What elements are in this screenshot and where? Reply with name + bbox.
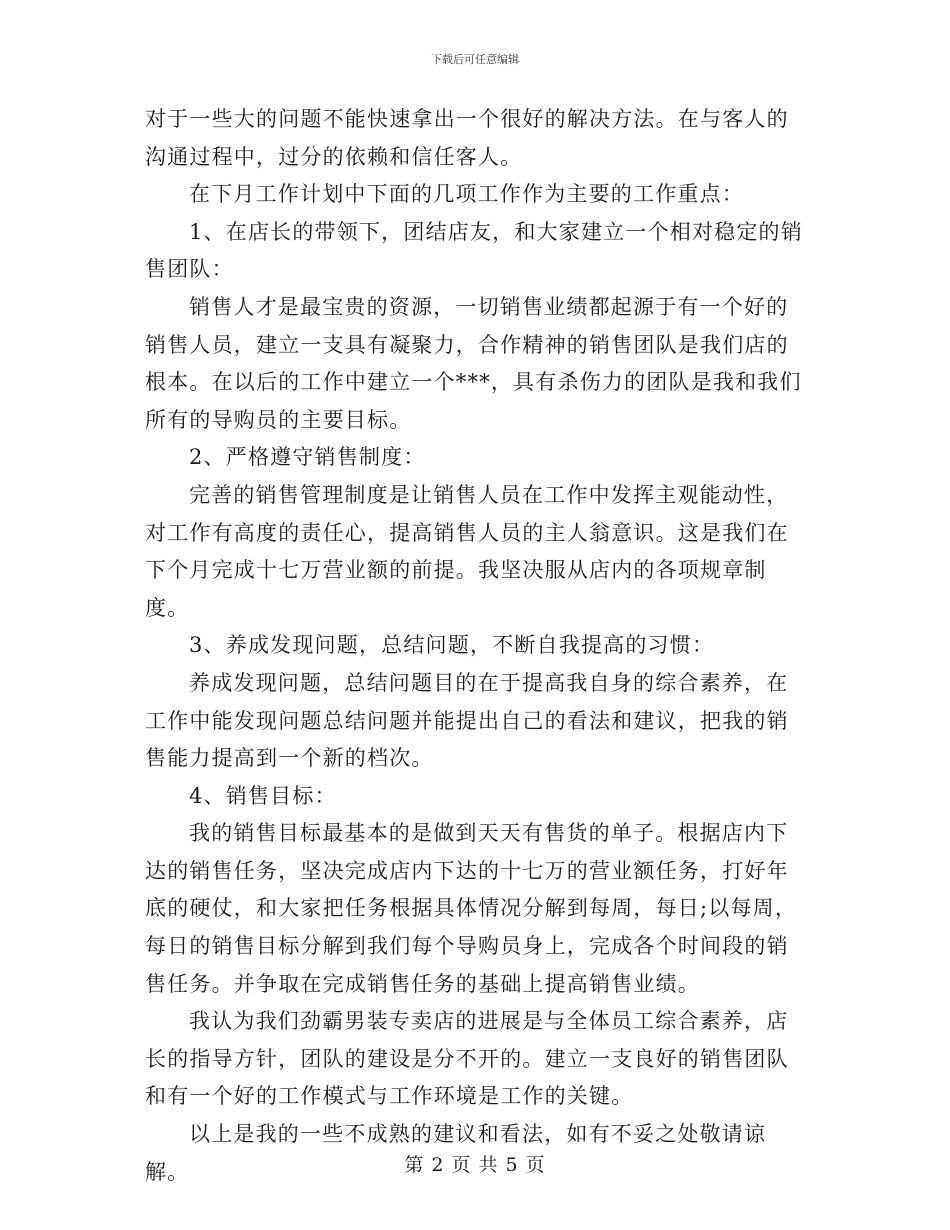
paragraph-12: 以上是我的一些不成熟的建议和看法，如有不妥之处敬请谅解。 <box>145 1122 767 1184</box>
page-header-note: 下载后可任意编辑 <box>431 53 519 66</box>
document-body <box>145 101 809 1191</box>
section-heading-2: 2、严格遵守销售制度： <box>189 445 426 470</box>
paragraph-8: 养成发现问题，总结问题目的在于提高我自身的综合素养，在工作中能发现问题总结问题并能提出自己的看法和建议，把我的销售能力提高到一个新的档次。 <box>145 670 789 771</box>
page-number-footer <box>0 1153 950 1177</box>
page-number-label: 第 2 页 共 5 页 <box>404 1154 546 1176</box>
paragraph-10: 我的销售目标最基本的是做到天天有售货的单子。根据店内下达的销售任务，坚决完成店内下达的十七万的营业额任务，打好年底的硬仗，和大家把任务根据具体情况分解到每周，每日;以每周，每日的销售目标分解到我们每个导购员身上，完成各个时间段的销售任务。并争取在完成销售任务的基础上提高销售业绩。 <box>145 821 798 996</box>
section-heading-1: 1、在店长的带领下，团结店友，和大家建立一个相对稳定的销售团队： <box>145 219 803 282</box>
paragraph-4: 销售人才是最宝贵的资源，一切销售业绩都起源于有一个好的销售人员，建立一支具有凝聚力，合作精神的销售团队是我们店的根本。在以后的工作中建立一个***，具有杀伤力的团队是我和我们所有的导购员的主要目标。 <box>145 294 802 432</box>
section-heading-4: 4、销售目标： <box>189 783 337 808</box>
section-heading-3: 3、养成发现问题，总结问题，不断自我提高的习惯： <box>189 633 715 658</box>
paragraph-1: 对于一些大的问题不能快速拿出一个很好的解决方法。在与客人的沟通过程中，过分的依赖和信任客人。 <box>145 107 789 169</box>
paragraph-2: 在下月工作计划中下面的几项工作作为主要的工作重点： <box>189 182 744 207</box>
paragraph-6: 完善的销售管理制度是让销售人员在工作中发挥主观能动性，对工作有高度的责任心，提高销售人员的主人翁意识。这是我们在下个月完成十七万营业额的前提。我坚决服从店内的各项规章制度。 <box>145 482 789 620</box>
paragraph-11: 我认为我们劲霸男装专卖店的进展是与全体员工综合素养，店长的指导方针，团队的建设是分不开的。建立一支良好的销售团队和有一个好的工作模式与工作环境是工作的关键。 <box>145 1009 789 1109</box>
